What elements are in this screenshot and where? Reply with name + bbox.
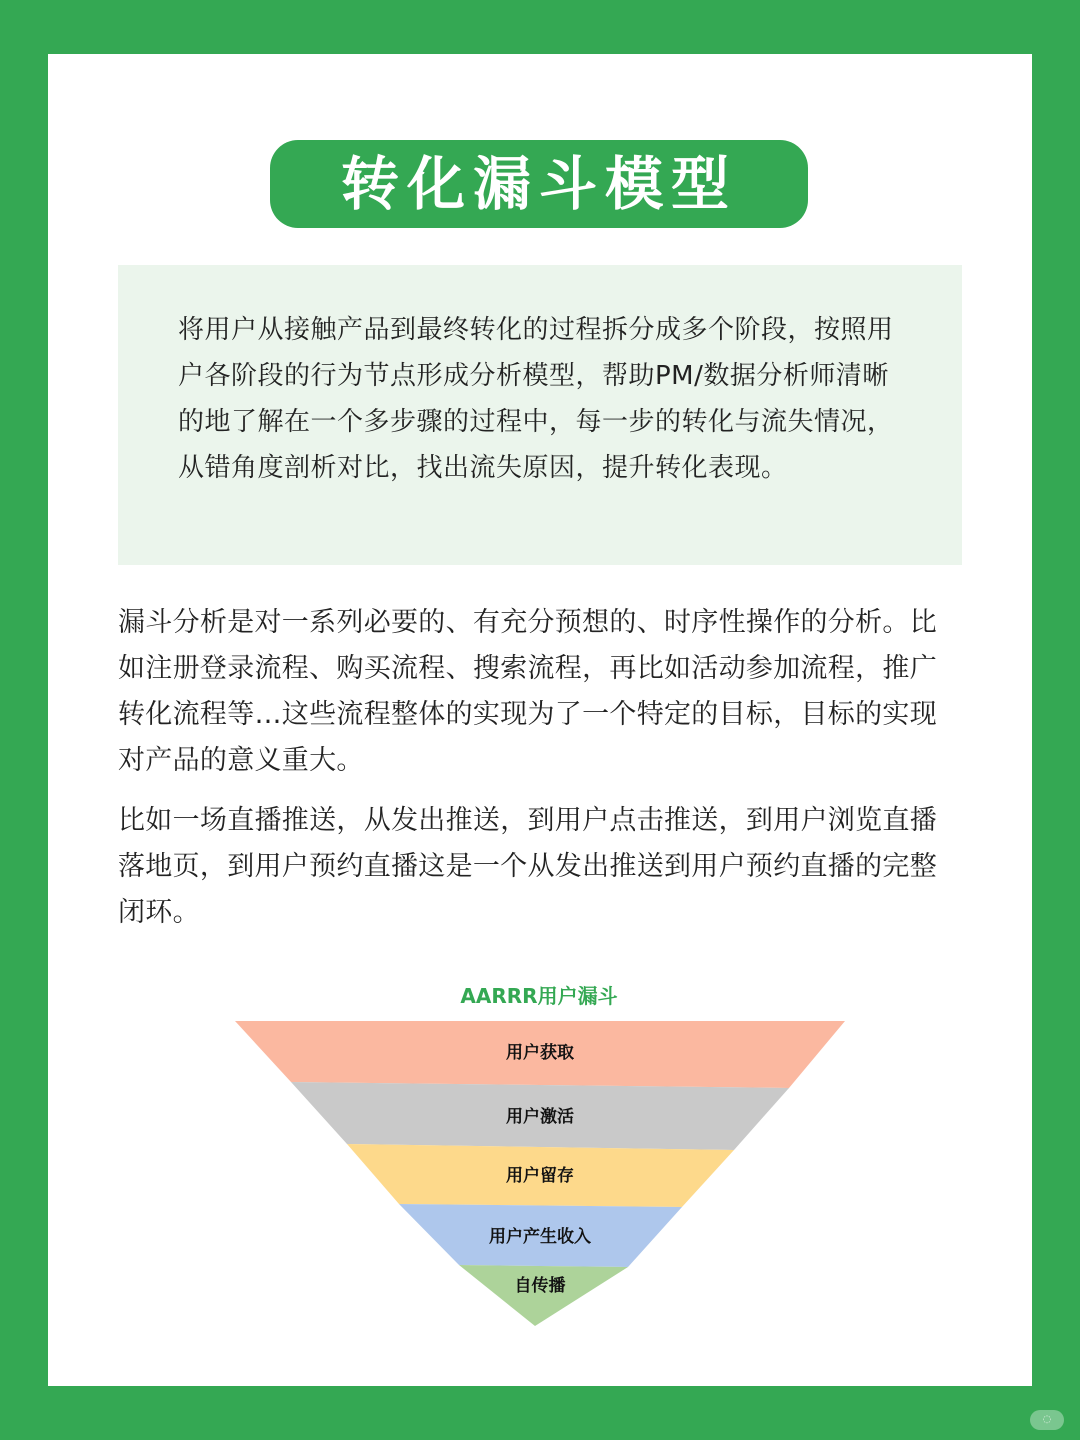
body-paragraph-2: 比如一场直播推送，从发出推送，到用户点击推送，到用户浏览直播落地页，到用户预约直播这是一个从发出推送到用户预约直播的完整闭环。 bbox=[118, 805, 937, 928]
intro-box bbox=[118, 265, 962, 565]
funnel-title: AARRR用户漏斗 bbox=[460, 984, 618, 1008]
funnel-label-3: 用户留存 bbox=[506, 1166, 574, 1186]
funnel-label-5: 自传播 bbox=[514, 1276, 566, 1296]
body-paragraph-1: 漏斗分析是对一系列必要的、有充分预想的、时序性操作的分析。比如注册登录流程、购买流程、搜索流程，再比如活动参加流程，推广转化流程等…这些流程整体的实现为了一个特定的目标，目标的实现对产品的意义重大。 bbox=[118, 607, 937, 776]
title-banner bbox=[270, 140, 808, 228]
page-title: 转化漏斗模型 bbox=[340, 150, 737, 218]
funnel-label-1: 用户获取 bbox=[506, 1043, 574, 1063]
funnel-svg bbox=[48, 974, 1032, 1344]
content-card bbox=[48, 54, 1032, 1386]
intro-text: 将用户从接触产品到最终转化的过程拆分成多个阶段，按照用户各阶段的行为节点形成分析模型，帮助PM/数据分析师清晰的地了解在一个多步骤的过程中，每一步的转化与流失情况，从错角度剖析对比，找出流失原因，提升转化表现。 bbox=[178, 315, 894, 483]
funnel-diagram bbox=[48, 974, 1032, 1344]
funnel-label-2: 用户激活 bbox=[506, 1107, 574, 1127]
logo-badge-icon: ◌ bbox=[1030, 1410, 1064, 1430]
funnel-label-4: 用户产生收入 bbox=[489, 1227, 591, 1247]
